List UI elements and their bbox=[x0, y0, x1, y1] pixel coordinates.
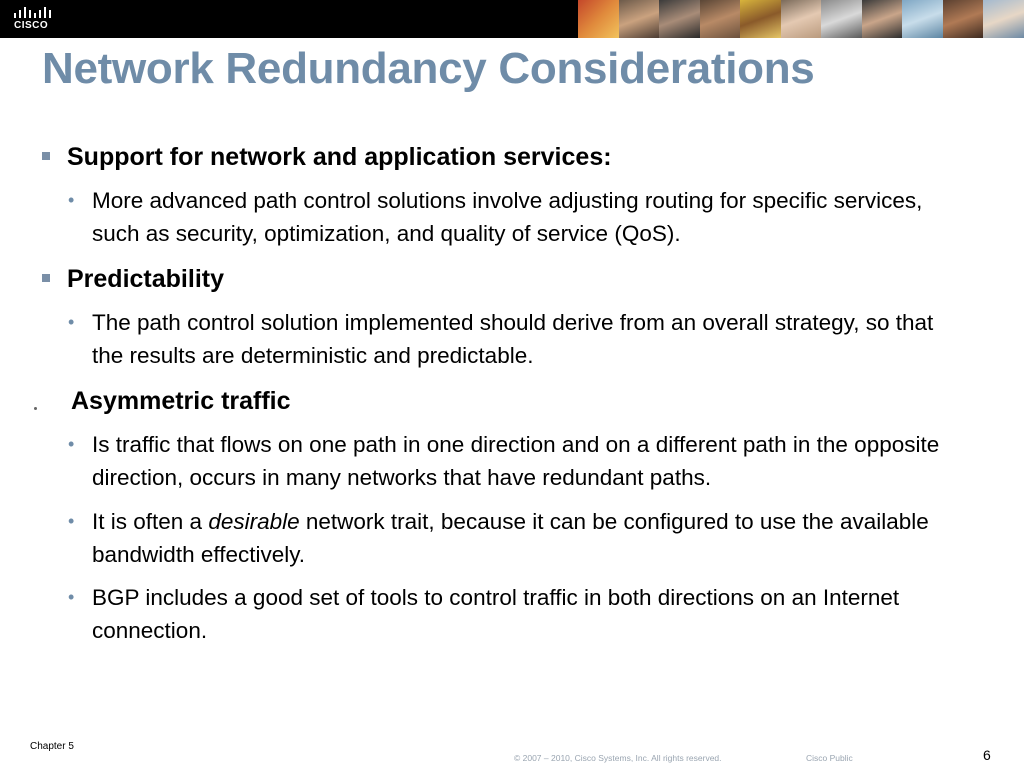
photo-10 bbox=[943, 0, 984, 38]
photo-11 bbox=[983, 0, 1024, 38]
logo-text: CISCO bbox=[14, 20, 49, 31]
bullet-text-after: network trait, because it can be configured to use the available bandwidth effectively. bbox=[92, 509, 929, 567]
cisco-bridge-logo-icon bbox=[10, 6, 60, 20]
square-bullet-icon bbox=[42, 152, 50, 160]
bullet-text: The path control solution implemented should derive from an overall strategy, so that the results are deterministic and predictable. bbox=[92, 310, 934, 368]
photo-1 bbox=[578, 0, 619, 38]
square-bullet-icon bbox=[42, 274, 50, 282]
bullet-text: BGP includes a good set of tools to control traffic in both directions on an Internet connection. bbox=[92, 585, 900, 643]
bullet-text: More advanced path control solutions involve adjusting routing for specific services, such as security, optimization, and quality of service (QoS). bbox=[92, 188, 923, 246]
photo-2 bbox=[619, 0, 660, 38]
round-bullet-icon: • bbox=[68, 312, 75, 332]
photo-9 bbox=[902, 0, 943, 38]
footer-chapter: Chapter 5 bbox=[30, 741, 74, 752]
photo-4 bbox=[700, 0, 741, 38]
header-bar bbox=[0, 0, 1024, 38]
bullet-text bbox=[92, 505, 948, 571]
bullet-item bbox=[68, 581, 948, 647]
photo-5 bbox=[740, 0, 781, 38]
photo-7 bbox=[821, 0, 862, 38]
section-heading-text: Support for network and application services: bbox=[67, 143, 612, 171]
bullet-text: Is traffic that flows on one path in one direction and on a different path in the opposite direction, occurs in many networks that have redundant paths. bbox=[92, 432, 940, 490]
bullet-item bbox=[68, 428, 948, 494]
photo-8 bbox=[862, 0, 903, 38]
slide-title: Network Redundancy Considerations bbox=[42, 44, 815, 93]
page-number: 6 bbox=[983, 747, 991, 763]
footer-copyright: © 2007 – 2010, Cisco Systems, Inc. All rights reserved. bbox=[514, 753, 722, 763]
bullet-item bbox=[68, 184, 948, 250]
footer-classification: Cisco Public bbox=[806, 753, 853, 763]
cisco-logo bbox=[10, 6, 60, 34]
bullet-item bbox=[68, 306, 948, 372]
photo-3 bbox=[659, 0, 700, 38]
photo-6 bbox=[781, 0, 822, 38]
round-bullet-icon: • bbox=[68, 190, 75, 210]
round-bullet-icon: • bbox=[68, 587, 75, 607]
bullet-text-before: It is often a bbox=[92, 509, 209, 534]
bullet-item bbox=[68, 505, 948, 571]
bullet-text-emphasis: desirable bbox=[208, 509, 300, 534]
photo-strip bbox=[578, 0, 1024, 38]
section-heading-text: Predictability bbox=[67, 265, 224, 293]
round-bullet-icon: • bbox=[68, 434, 75, 454]
round-bullet-icon: • bbox=[68, 511, 75, 531]
section-heading-text: Asymmetric traffic bbox=[71, 387, 291, 415]
dot-bullet-icon bbox=[34, 407, 37, 410]
